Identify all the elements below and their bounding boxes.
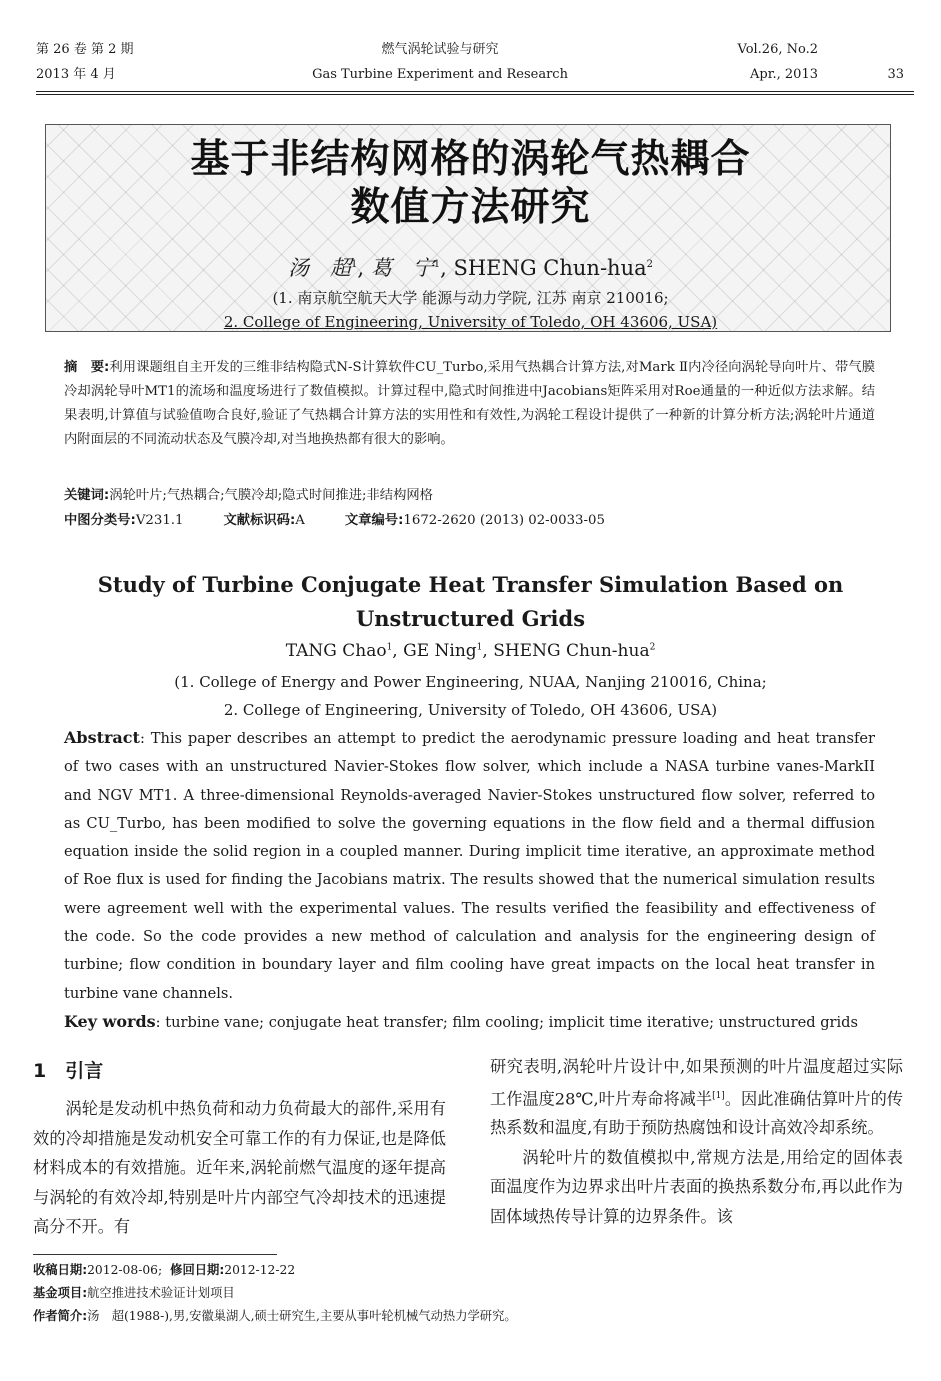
abstract-en-label: Abstract — [64, 728, 140, 747]
section-1-right-column — [490, 1052, 903, 1231]
author-en-1-sup: 1 — [386, 642, 393, 653]
header-volume-cn: 第 26 卷 第 2 期 — [36, 42, 134, 57]
affiliation-cn-line2: 2. College of Engineering, University of Toledo, OH 43606, USA) — [223, 313, 718, 331]
abstract-cn-label: 摘 要: — [64, 360, 110, 375]
clc-label: 中图分类号: — [64, 513, 136, 528]
bio-label: 作者简介: — [33, 1309, 88, 1323]
received-value: 2012-08-06; — [87, 1263, 163, 1277]
clc-value: V231.1 — [135, 513, 184, 528]
keywords-cn — [64, 484, 875, 508]
classification-line — [64, 509, 875, 533]
author-en-3: SHENG Chun-hua — [493, 641, 650, 661]
bio-value: 汤 超(1988-),男,安徽巢湖人,硕士研究生,主要从事叶轮机械气动热力学研究。 — [87, 1309, 517, 1323]
page-number: 33 — [887, 67, 904, 82]
authors-cn — [0, 252, 941, 282]
abstract-en — [64, 724, 875, 1008]
keywords-cn-text: 涡轮叶片;气热耦合;气膜冷却;隐式时间推进;非结构网格 — [109, 488, 433, 503]
header-journal-en: Gas Turbine Experiment and Research — [312, 67, 568, 82]
header-date-en: Apr., 2013 — [750, 67, 818, 82]
citation-ref-1: [1] — [712, 1090, 725, 1101]
revised-label: 修回日期: — [170, 1263, 225, 1277]
fund-label: 基金项目: — [33, 1286, 88, 1300]
abstract-en-colon: : — [139, 730, 151, 747]
abstract-en-text: This paper describes an attempt to predict the aerodynamic pressure loading and heat transfer of two cases with an unstructured Navier-Stokes flow solver, which include a NASA turbine vanes-MarkII and NGV MT1. A three-dimensional Reynolds-averaged Navier-Stokes unstructured flow solver, referred to as CU_Turbo, has been modified to solve the governing equations in the flow field and a thermal diffusion equation inside the solid region in a coupled manner. During implicit time iterative, an approximate method of Roe flux is used for finding the Jacobians matrix. The results showed that the numerical simulation results were agreement well with the experimental values. The results verified the feasibility and effectiveness of the code. So the code provides a new method of calculation and analysis for the engineering design of turbine; flow condition in boundary layer and film cooling have great impacts on the local heat transfer in turbine vane channels. — [64, 730, 875, 1002]
keywords-en-label: Key words — [64, 1012, 156, 1031]
abstract-cn-text: 利用课题组自主开发的三维非结构隐式N-S计算软件CU_Turbo,采用气热耦合计算方法,对Mark Ⅱ内冷径向涡轮导向叶片、带气膜冷却涡轮导叶MT1的流场和温度场进行了数值模拟。计算过程中,隐式时间推进中Jacobians矩阵采用对Roe通量的一种近似方法求解。结果表明,计算值与试验值吻合良好,验证了气热耦合计算方法的实用性和有效性,为涡轮工程设计提供了一种新的计算分析方法;涡轮叶片通道内附面层的不同流动状态及气膜冷却,对当地换热都有很大的影响。 — [64, 360, 875, 447]
author-cn-2-sup: 1 — [433, 259, 441, 270]
footnote-rule — [33, 1254, 277, 1255]
title-cn-line2: 数值方法研究 — [350, 185, 591, 230]
author-en-3-sup: 2 — [649, 642, 656, 653]
right-para1-text-b: 。因此准确估算叶片的传热系数和温度,有助于预防热腐蚀和设计高效冷却系统。 — [490, 1088, 903, 1138]
keywords-en — [64, 1008, 875, 1037]
header-volume-en: Vol.26, No.2 — [737, 42, 818, 57]
footnote-fund — [33, 1282, 235, 1305]
author-cn-1: 汤 超 — [287, 256, 351, 280]
author-en-2-sup: 1 — [476, 642, 483, 653]
keywords-en-text: turbine vane; conjugate heat transfer; film cooling; implicit time iterative; unstructured grids — [165, 1014, 859, 1031]
author-sep: , — [440, 256, 454, 280]
received-label: 收稿日期: — [33, 1263, 88, 1277]
section-1-right-paragraph-1 — [490, 1052, 903, 1143]
footnote-bio — [33, 1305, 517, 1328]
doc-code-label: 文献标识码: — [223, 513, 296, 528]
author-cn-3-sup: 2 — [646, 259, 653, 270]
author-sep: , — [392, 641, 404, 661]
authors-en — [0, 641, 941, 661]
author-sep: , — [357, 256, 371, 280]
keywords-en-colon: : — [155, 1014, 166, 1031]
section-1-left-column — [33, 1094, 446, 1242]
author-en-1: TANG Chao — [285, 641, 387, 661]
section-1-heading: 1 引言 — [33, 1060, 104, 1082]
author-en-2: GE Ning — [403, 641, 477, 661]
author-cn-3: SHENG Chun-hua — [453, 256, 647, 280]
doc-code-value: A — [295, 513, 305, 528]
header-journal-cn: 燃气涡轮试验与研究 — [381, 42, 499, 57]
author-sep: , — [482, 641, 494, 661]
author-cn-1-sup: 1 — [350, 259, 358, 270]
title-en-line1: Study of Turbine Conjugate Heat Transfer Simulation Based on — [97, 572, 844, 597]
right-para1-text-a: 研究表明,涡轮叶片设计中,如果预测的叶片温度超过实际工作温度28℃,叶片寿命将减半 — [490, 1057, 903, 1108]
author-cn-2: 葛 宁 — [370, 256, 434, 280]
abstract-cn — [64, 356, 875, 452]
header-rule-thin — [36, 94, 914, 95]
section-1-right-paragraph-2: 涡轮叶片的数值模拟中,常规方法是,用给定的固体表面温度作为边界求出叶片表面的换热系数分布,再以此作为固体域热传导计算的边界条件。该 — [490, 1147, 903, 1226]
section-1-left-paragraph: 涡轮是发动机中热负荷和动力负荷最大的部件,采用有效的冷却措施是发动机安全可靠工作的有力保证,也是降低材料成本的有效措施。近年来,涡轮前燃气温度的逐年提高与涡轮的有效冷却,特别是叶片内部空气冷却技术的迅速提高分不开。有 — [33, 1099, 446, 1236]
article-number-label: 文章编号: — [344, 513, 404, 528]
article-number-value: 1672-2620 (2013) 02-0033-05 — [403, 513, 605, 528]
header-date-cn: 2013 年 4 月 — [36, 67, 116, 82]
affiliation-cn-line1: (1. 南京航空航天大学 能源与动力学院, 江苏 南京 210016; — [272, 289, 669, 307]
revised-value: 2012-12-22 — [224, 1263, 296, 1277]
footnote-dates — [33, 1259, 295, 1282]
affiliation-en-line1: (1. College of Energy and Power Engineering, NUAA, Nanjing 210016, China; — [174, 673, 767, 691]
fund-value: 航空推进技术验证计划项目 — [87, 1286, 235, 1300]
affiliation-en-line2: 2. College of Engineering, University of Toledo, OH 43606, USA) — [223, 701, 718, 719]
header-rule — [36, 91, 914, 92]
keywords-cn-label: 关键词: — [64, 488, 110, 503]
title-cn-line1: 基于非结构网格的涡轮气热耦合 — [190, 137, 751, 182]
title-en-line2: Unstructured Grids — [355, 606, 586, 631]
